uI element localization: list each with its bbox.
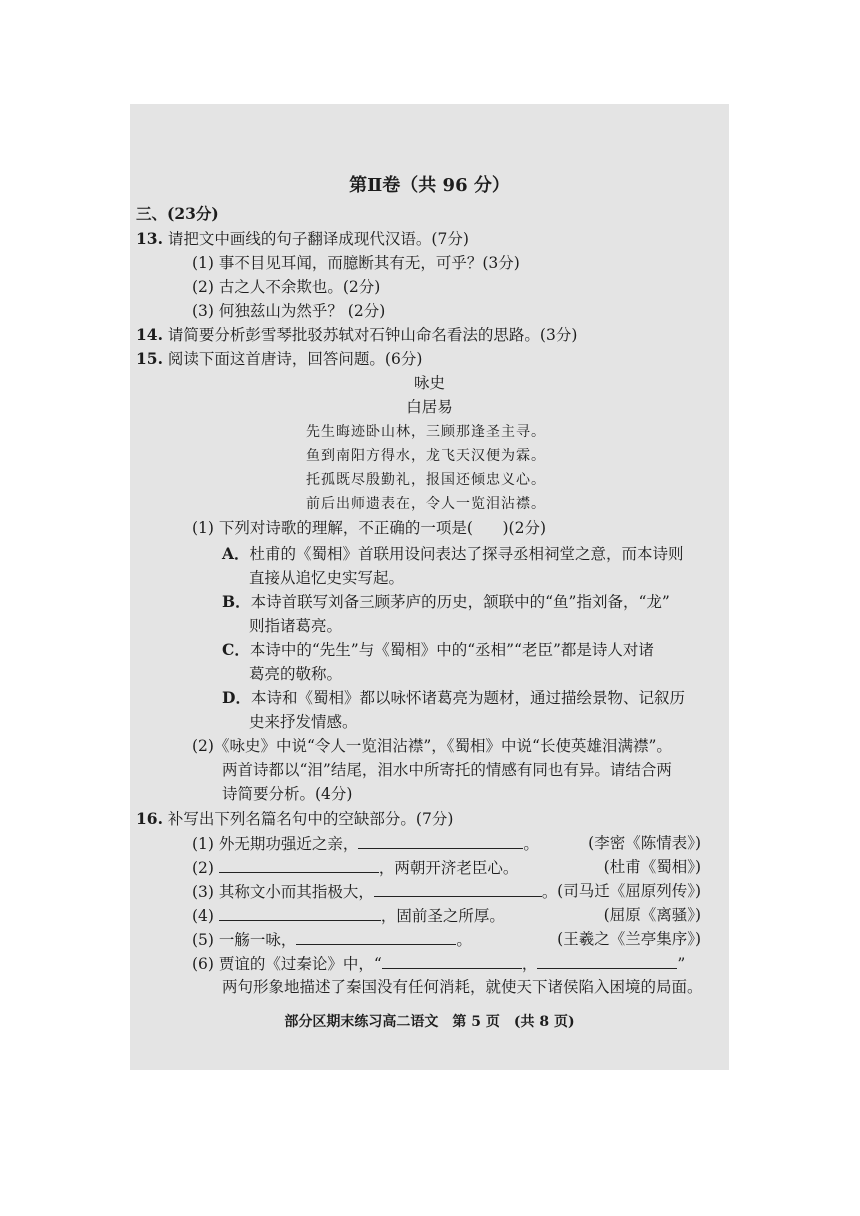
source-citation: (杜甫《蜀相》) (603, 858, 701, 876)
question-14 (136, 325, 577, 345)
q16-item-5: (5) 一觞一咏， 。 (王羲之《兰亭集序》) (192, 930, 701, 949)
section-title: 第Ⅱ卷（共 96 分） (349, 175, 510, 196)
answer-blank[interactable] (219, 905, 381, 921)
exam-page (130, 104, 729, 1070)
answer-blank[interactable] (358, 833, 523, 849)
option-text: 杜甫的《蜀相》首联用设问表达了探寻丞相祠堂之意，而本诗则 (249, 545, 684, 563)
poem-line: 托孤既尽殷勤礼，报国还倾忠义心。 (306, 472, 546, 488)
option-a (222, 544, 684, 564)
q16-item-6-cont: 两句形象地描述了秦国没有任何消耗，就使天下诸侯陷入困境的局面。 (222, 978, 703, 996)
option-text: 本诗首联写刘备三顾茅庐的历史，颔联中的“鱼”指刘备，“龙” (250, 593, 670, 611)
answer-blank[interactable] (219, 857, 379, 873)
q16-item-3: (3) 其称文小而其指极大， 。 (司马迁《屈原列传》) (192, 882, 701, 901)
option-letter: A． (222, 544, 250, 563)
q15-sub-2-cont: 诗简要分析。(4分) (222, 785, 353, 803)
option-letter: B． (222, 592, 251, 611)
q15-sub-2: (2)《咏史》中说“令人一览泪沾襟”，《蜀相》中说“长使英雄泪满襟”。 (192, 737, 672, 755)
source-citation: (王羲之《兰亭集序》) (557, 930, 701, 948)
question-15 (136, 349, 422, 369)
q15-sub-2-cont: 两首诗都以“泪”结尾，泪水中所寄托的情感有同也有异。请结合两 (222, 761, 672, 779)
question-text: 请简要分析彭雪琴批驳苏轼对石钟山命名看法的思路。(3分) (167, 326, 578, 344)
option-d (222, 688, 685, 708)
option-c-cont: 葛亮的敬称。 (249, 665, 343, 683)
q13-item-1: (1) 事不目见耳闻，而臆断其有无，可乎？(3分) (192, 254, 520, 272)
q13-item-2: (2) 古之人不余欺也。(2分) (192, 278, 381, 296)
q16-item-2: (2) ，两朝开济老臣心。 (杜甫《蜀相》) (192, 858, 701, 877)
answer-blank[interactable] (382, 953, 522, 969)
option-c (222, 640, 654, 660)
poem-line: 前后出师遗表在，令人一览泪沾襟。 (306, 496, 546, 512)
option-letter: C． (222, 640, 250, 659)
page-footer: 部分区期末练习高二语文 第 5 页 (共 8 页) (284, 1014, 575, 1030)
q16-item-6: (6) 贾谊的《过秦论》中，“ ， ” (192, 955, 686, 973)
poem-title: 咏史 (413, 374, 445, 392)
question-number: 13. (136, 229, 163, 248)
option-d-cont: 史来抒发情感。 (249, 713, 358, 731)
option-letter: D． (222, 688, 251, 707)
source-citation: (屈原《离骚》) (603, 906, 701, 924)
question-text: 阅读下面这首唐诗，回答问题。(6分) (167, 350, 423, 368)
option-text: 本诗中的“先生”与《蜀相》中的“丞相”“老臣”都是诗人对诸 (249, 641, 654, 659)
option-b-cont: 则指诸葛亮。 (249, 617, 343, 635)
question-16 (136, 809, 453, 829)
poem-line: 鱼到南阳方得水，龙飞天汉便为霖。 (306, 448, 546, 464)
poem-line: 先生晦迹卧山林，三顾那逢圣主寻。 (306, 424, 546, 440)
option-text: 本诗和《蜀相》都以咏怀诸葛亮为题材，通过描绘景物、记叙历 (250, 689, 685, 707)
question-number: 16. (136, 809, 163, 828)
answer-blank[interactable] (296, 929, 456, 945)
q16-item-4: (4) ，固前圣之所厚。 (屈原《离骚》) (192, 906, 701, 925)
q15-sub-1 (192, 518, 546, 538)
part-header: 三、(23分) (136, 204, 219, 223)
question-text: 请把文中画线的句子翻译成现代汉语。(7分) (167, 230, 469, 248)
poem-author: 白居易 (406, 398, 453, 416)
q16-item-1: (1) 外无期功强近之亲， 。 (李密《陈情表》) (192, 834, 701, 853)
answer-blank[interactable] (374, 881, 542, 897)
source-citation: (李密《陈情表》) (588, 834, 701, 852)
question-text: 补写出下列名篇名句中的空缺部分。(7分) (167, 810, 454, 828)
points: (2分) (508, 519, 547, 537)
q13-item-3: (3) 何独兹山为然乎？ (2分) (192, 302, 386, 320)
question-13 (136, 229, 469, 249)
question-number: 14. (136, 325, 163, 344)
question-text: (1) 下列对诗歌的理解，不正确的一项是( (192, 519, 473, 537)
source-citation: (司马迁《屈原列传》) (557, 882, 701, 900)
option-b (222, 592, 670, 612)
option-a-cont: 直接从追忆史实写起。 (249, 569, 405, 587)
answer-blank[interactable] (537, 953, 677, 969)
answer-paren: ) (472, 519, 509, 537)
question-number: 15. (136, 349, 163, 368)
